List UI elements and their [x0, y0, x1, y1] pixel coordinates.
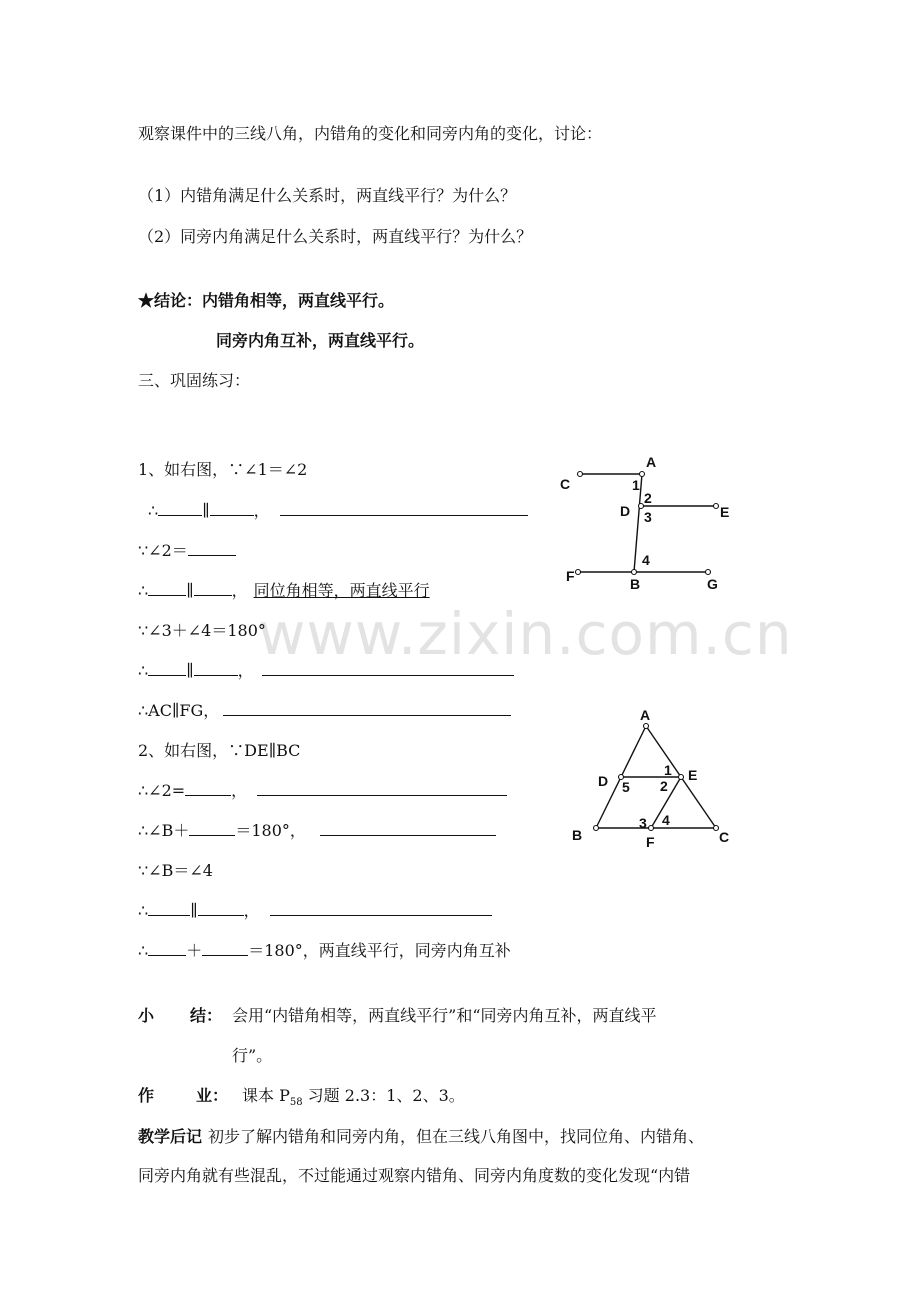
- ex1-line-4: [138, 581, 430, 601]
- tail-text: ＝180°，两直线平行，同旁内角互补: [248, 941, 511, 960]
- label-f: F: [646, 834, 655, 850]
- sum-180: ＝180°，: [235, 821, 306, 840]
- blank[interactable]: [148, 901, 190, 916]
- parallel-sym: ∥: [186, 581, 194, 600]
- ex2-line-6: [138, 941, 511, 961]
- blank-reason[interactable]: [280, 501, 528, 516]
- reflection-text-1: 初步了解内错角和同旁内角，但在三线八角图中，找同位角、内错角、: [208, 1127, 705, 1146]
- conclusion-label: ★结论：: [138, 291, 203, 310]
- homework-page-sub: 58: [289, 1097, 303, 1109]
- angle-4: 4: [662, 812, 670, 828]
- reason-text: 同位角相等，两直线平行: [253, 581, 430, 600]
- label-c: C: [560, 476, 571, 492]
- ex1-line-7: [138, 701, 511, 721]
- summary-text-1: 会用“内错角相等，两直线平行”和“同旁内角互补，两直线平: [232, 1006, 657, 1025]
- parallel-sym: ∥: [190, 901, 198, 920]
- blank[interactable]: [194, 661, 238, 676]
- conclusion-line-1: [138, 291, 394, 311]
- label-c: C: [719, 829, 730, 845]
- summary-label-b: 结：: [190, 1006, 223, 1025]
- comma: ，: [231, 781, 248, 800]
- blank[interactable]: [148, 661, 186, 676]
- reflection-line-1: [138, 1127, 704, 1147]
- angle-3: 3: [639, 815, 647, 831]
- blank[interactable]: [194, 581, 232, 596]
- blank-reason[interactable]: [262, 661, 514, 676]
- ex1-line-2: [148, 501, 528, 521]
- because-text: ∵∠2＝: [138, 541, 188, 560]
- conclusion-line-2: 同旁内角互补，两直线平行。: [216, 331, 425, 350]
- comma: ，: [243, 901, 260, 920]
- reflection-line-2: 同旁内角就有些混乱，不过能通过观察内错角、同旁内角度数的变化发现“内错: [138, 1166, 691, 1185]
- figure-1-diagram: [548, 448, 738, 598]
- label-b: B: [630, 576, 641, 592]
- therefore-sym: ∴: [148, 501, 159, 520]
- blank[interactable]: [202, 941, 248, 956]
- ex2-line-3: [138, 821, 496, 841]
- angle-1: 1: [632, 477, 640, 493]
- label-b: B: [572, 827, 583, 843]
- ex2-line-4: ∵∠B＝∠4: [138, 861, 213, 880]
- ex1-line-5: ∵∠3＋∠4＝180°: [138, 621, 266, 640]
- blank[interactable]: [148, 581, 186, 596]
- blank-reason[interactable]: [320, 821, 496, 836]
- therefore-sym: ∴: [138, 581, 149, 600]
- conclusion-ac-fg: ∴AC∥FG，: [138, 701, 220, 720]
- therefore-angleb: ∴∠B＋: [138, 821, 190, 840]
- ex1-line-6: [138, 661, 514, 681]
- ex1-line-3: [138, 541, 236, 561]
- label-d: D: [620, 503, 631, 519]
- parallel-sym: ∥: [186, 661, 194, 680]
- ex2-line-2: [138, 781, 507, 801]
- blank[interactable]: [189, 821, 235, 836]
- angle-1: 1: [664, 762, 672, 778]
- figure-2-diagram: [566, 704, 746, 854]
- therefore-angle2: ∴∠2=: [138, 781, 186, 800]
- angle-2: 2: [660, 778, 668, 794]
- blank[interactable]: [188, 541, 236, 556]
- therefore-sym: ∴: [138, 661, 149, 680]
- section-heading: 三、巩固练习：: [138, 371, 251, 390]
- blank[interactable]: [148, 941, 186, 956]
- label-a: A: [640, 707, 651, 723]
- homework-text-a: 课本 P: [242, 1086, 290, 1105]
- summary-text-2: 行”。: [232, 1046, 273, 1065]
- label-g: G: [707, 576, 718, 592]
- homework-label-a: 作: [138, 1086, 155, 1105]
- question-1: （1）内错角满足什么关系时，两直线平行？为什么？: [138, 186, 517, 205]
- conclusion-text-1: 内错角相等，两直线平行。: [202, 291, 395, 310]
- therefore-sym: ∴: [138, 941, 149, 960]
- blank[interactable]: [185, 781, 231, 796]
- label-d: D: [598, 773, 609, 789]
- watermark: www.zixin.com.cn: [258, 600, 793, 668]
- angle-2: 2: [644, 490, 652, 506]
- blank[interactable]: [210, 501, 254, 516]
- blank[interactable]: [198, 901, 244, 916]
- homework-label-b: 业：: [196, 1086, 229, 1105]
- ex1-line-1: 1、如右图，∵∠1＝∠2: [138, 460, 308, 479]
- homework-text: [242, 1086, 465, 1113]
- reflection-label: 教学后记: [138, 1127, 203, 1146]
- comma: ，: [231, 581, 248, 600]
- homework-text-b: 习题 2.3：1、2、3。: [302, 1086, 465, 1105]
- label-e: E: [688, 767, 698, 783]
- parallel-sym: ∥: [202, 501, 210, 520]
- label-f: F: [566, 568, 575, 584]
- angle-3: 3: [644, 509, 652, 525]
- label-e: E: [720, 504, 730, 520]
- blank-reason[interactable]: [270, 901, 492, 916]
- label-a: A: [646, 454, 657, 470]
- comma: ，: [253, 501, 270, 520]
- question-2: （2）同旁内角满足什么关系时，两直线平行？为什么？: [138, 227, 533, 246]
- blank-reason[interactable]: [223, 701, 511, 716]
- intro-text: 观察课件中的三线八角，内错角的变化和同旁内角的变化，讨论：: [138, 124, 603, 143]
- comma: ，: [237, 661, 254, 680]
- blank-reason[interactable]: [257, 781, 507, 796]
- ex2-line-5: [138, 901, 492, 921]
- angle-4: 4: [642, 552, 650, 568]
- ex2-line-1: 2、如右图，∵DE∥BC: [138, 741, 301, 760]
- therefore-sym: ∴: [138, 901, 149, 920]
- angle-5: 5: [622, 779, 630, 795]
- blank[interactable]: [158, 501, 202, 516]
- summary-label-a: 小: [138, 1006, 155, 1025]
- plus-sym: ＋: [186, 941, 203, 960]
